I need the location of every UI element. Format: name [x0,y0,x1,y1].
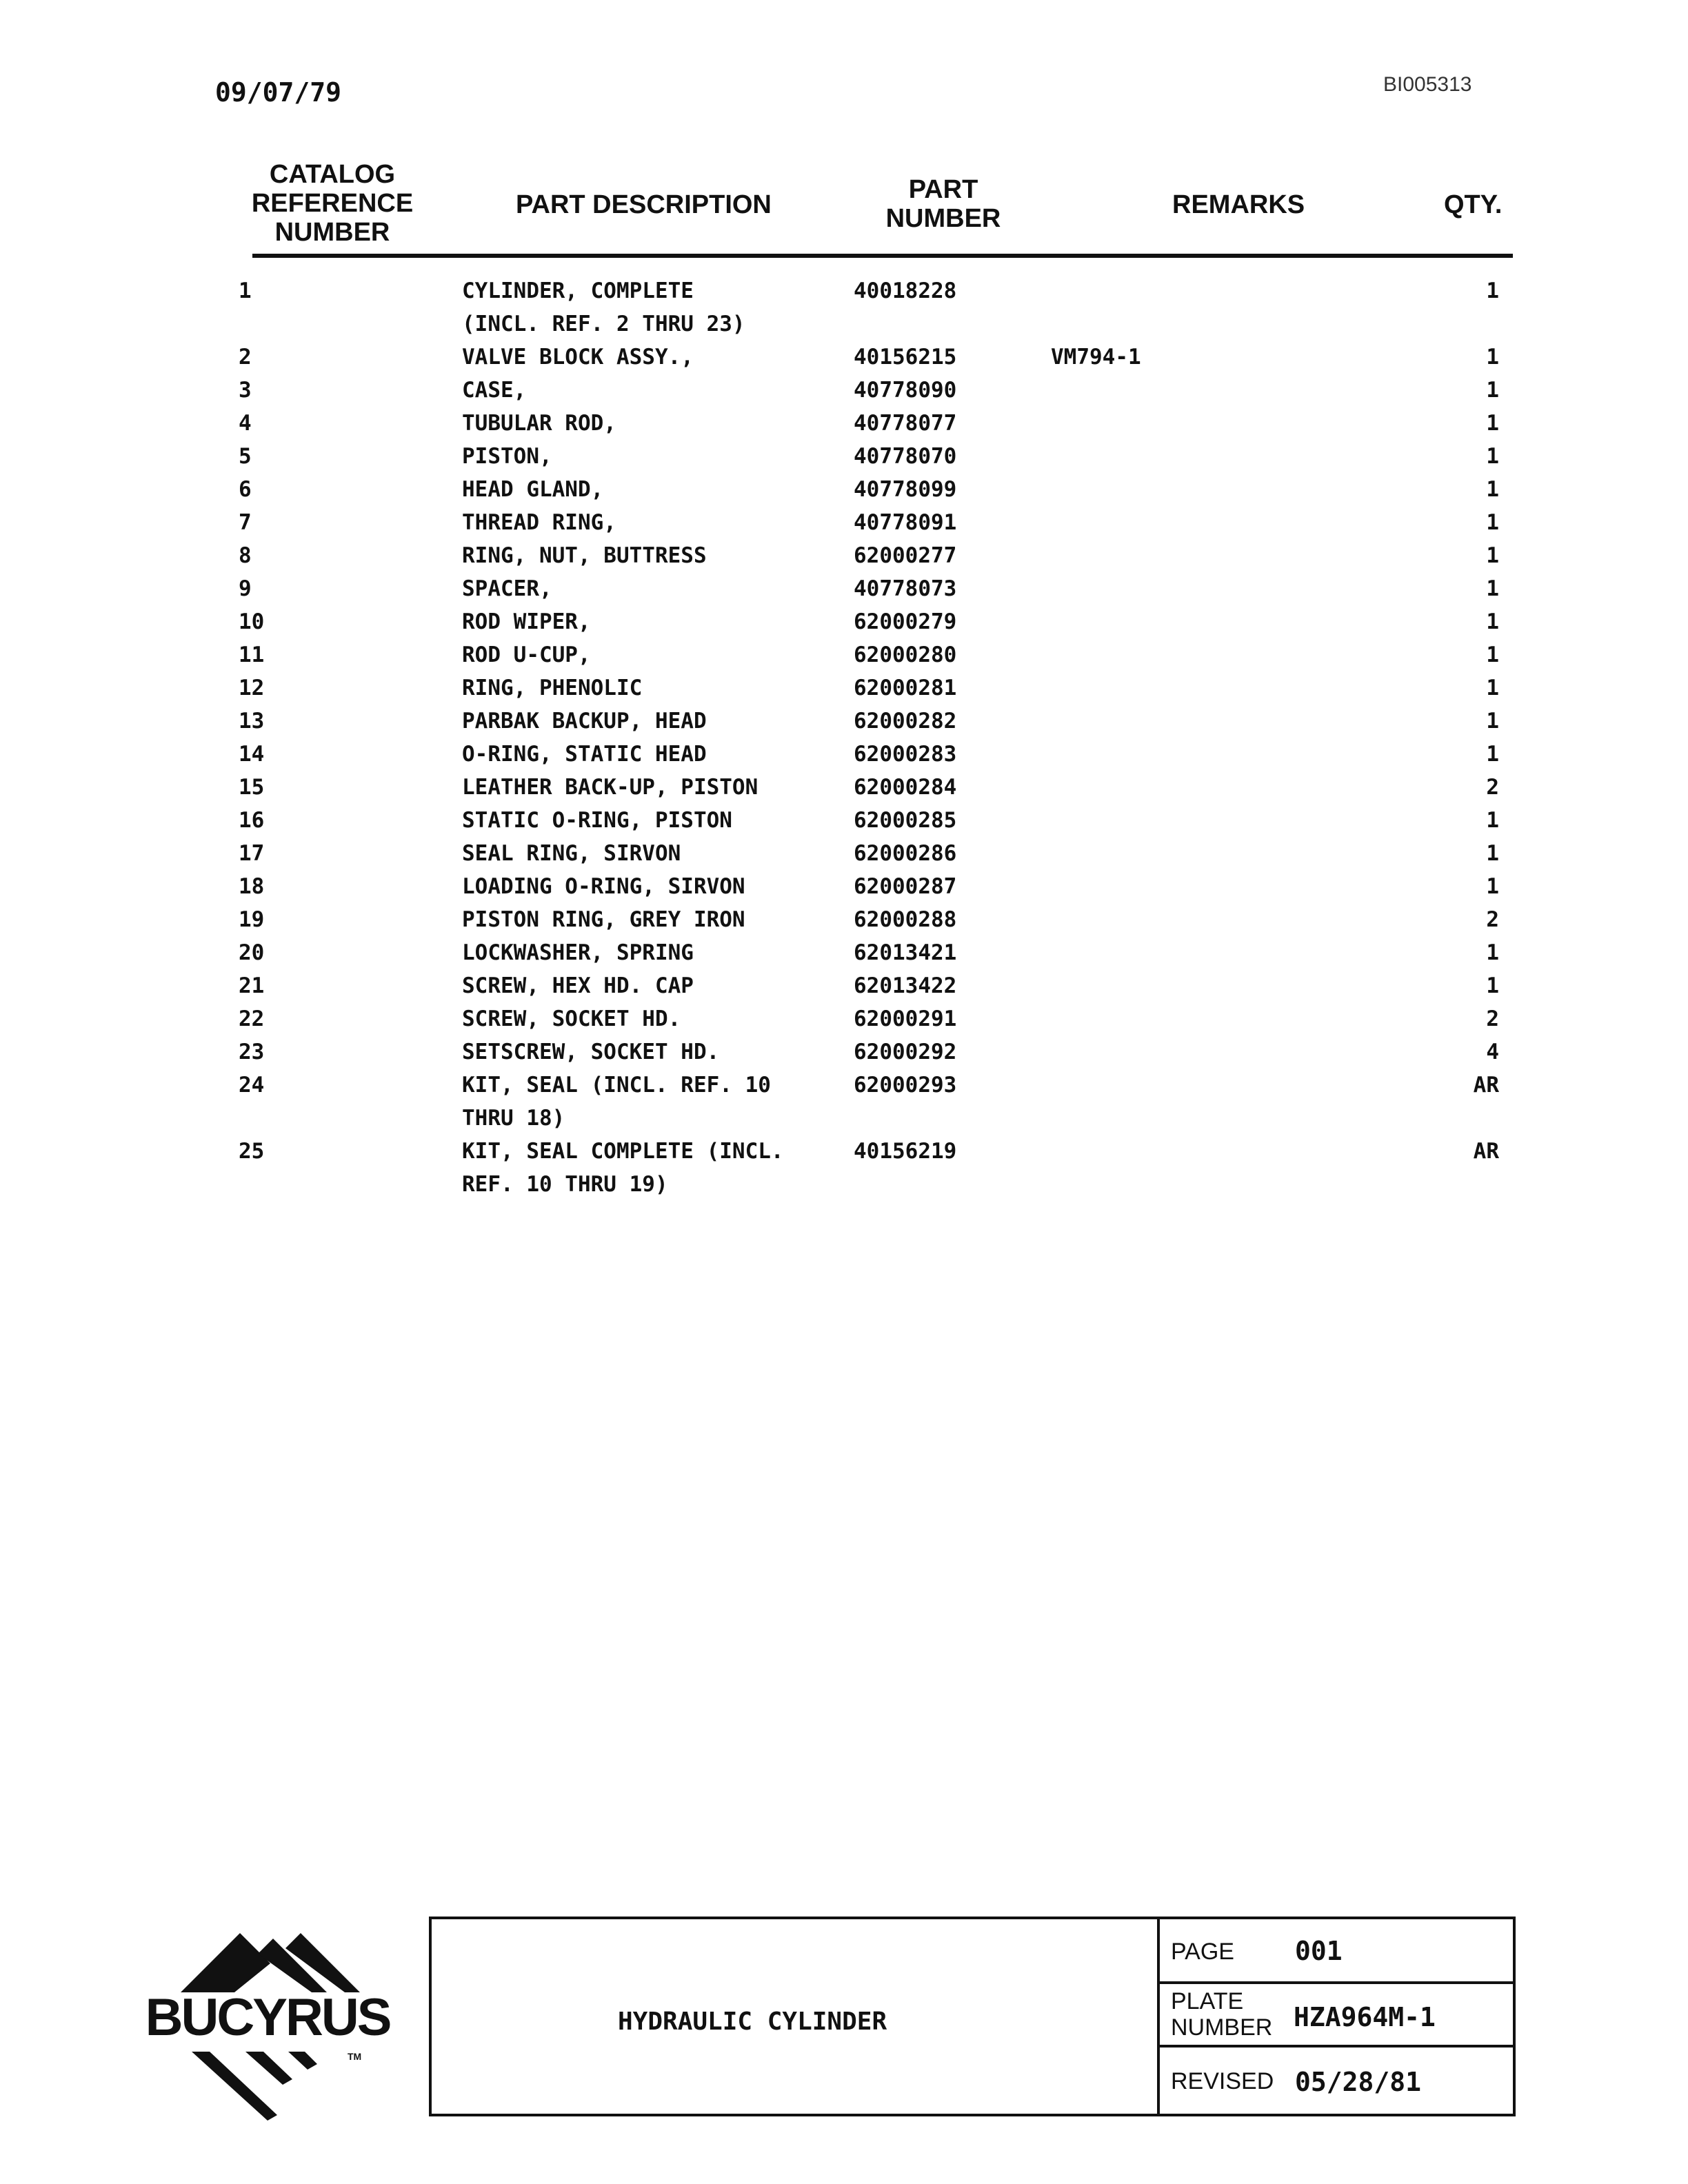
description-cell: ROD U-CUP, [462,643,591,667]
description-cell: RING, NUT, BUTTRESS [462,543,707,568]
table-row [0,477,1688,510]
ref-cell: 7 [239,510,252,535]
ref-cell: 5 [239,444,252,469]
ref-cell: 11 [239,643,265,667]
page-number: 001 [1295,1936,1343,1966]
description-cell: KIT, SEAL COMPLETE (INCL. [462,1139,784,1164]
print-date: 09/07/79 [215,77,342,108]
description-cell: SPACER, [462,576,552,601]
description-cell: HEAD GLAND, [462,477,604,502]
description-cell: LOADING O-RING, SIRVON [462,874,745,899]
part-number-cell: 40156219 [854,1139,957,1164]
ref-cell: 2 [239,345,252,370]
info-rule-1 [1157,1981,1516,1984]
description-cell: REF. 10 THRU 19) [462,1172,668,1197]
table-row [0,510,1688,543]
table-row [0,609,1688,643]
qty-cell: 1 [1486,808,1499,833]
table-row [0,1040,1688,1073]
table-row [0,576,1688,609]
drawing-title: HYDRAULIC CYLINDER [618,2008,887,2036]
page-label: PAGE [1171,1939,1234,1965]
description-cell: RING, PHENOLIC [462,676,643,700]
part-number-cell: 62000285 [854,808,957,833]
description-cell: (INCL. REF. 2 THRU 23) [462,312,745,336]
part-number-cell: 40778073 [854,576,957,601]
part-number-cell: 62000277 [854,543,957,568]
ref-cell: 25 [239,1139,265,1164]
ref-cell: 20 [239,940,265,965]
ref-cell: 12 [239,676,265,700]
ref-cell: 6 [239,477,252,502]
description-cell: O-RING, STATIC HEAD [462,742,707,767]
ref-cell: 18 [239,874,265,899]
qty-cell: 1 [1486,841,1499,866]
ref-cell: 15 [239,775,265,800]
table-row [0,874,1688,907]
logo-upper-mark-icon [181,1933,360,1992]
ref-cell: 13 [239,709,265,734]
plate-label-line2: NUMBER [1171,2014,1273,2041]
revised-date: 05/28/81 [1295,2067,1422,2097]
header-rule [252,254,1513,258]
qty-cell: 1 [1486,510,1499,535]
table-row [0,676,1688,709]
part-number-cell: 62000284 [854,775,957,800]
table-row [0,1073,1688,1106]
ref-cell: 21 [239,973,265,998]
part-number-cell: 62000291 [854,1007,957,1031]
qty-cell: 1 [1486,874,1499,899]
table-row [0,742,1688,775]
part-number-cell: 62000288 [854,907,957,932]
ref-cell: 19 [239,907,265,932]
table-row [0,643,1688,676]
qty-cell: AR [1473,1073,1499,1098]
ref-cell: 16 [239,808,265,833]
table-row [0,345,1688,378]
column-header-part-description: PART DESCRIPTION [516,190,772,219]
description-cell: VALVE BLOCK ASSY., [462,345,694,370]
description-cell: PISTON RING, GREY IRON [462,907,745,932]
description-cell: PISTON, [462,444,552,469]
column-header-ref-line1: CATALOG [269,160,396,189]
table-row [0,1172,1688,1205]
plate-label-line1: PLATE [1171,1988,1244,2014]
part-number-cell: 40156215 [854,345,957,370]
ref-cell: 23 [239,1040,265,1064]
table-row [0,907,1688,940]
table-row [0,1139,1688,1172]
remarks-cell: VM794-1 [1051,345,1141,370]
ref-cell: 22 [239,1007,265,1031]
qty-cell: 1 [1486,411,1499,436]
part-number-cell: 40778070 [854,444,957,469]
description-cell: STATIC O-RING, PISTON [462,808,732,833]
qty-cell: 1 [1486,345,1499,370]
part-number-cell: 62013421 [854,940,957,965]
column-header-part-line2: NUMBER [885,204,1001,233]
description-cell: KIT, SEAL (INCL. REF. 10 [462,1073,771,1098]
part-number-cell: 62000281 [854,676,957,700]
table-row [0,378,1688,411]
parts-list [0,279,1688,1205]
part-number-cell: 62000292 [854,1040,957,1064]
qty-cell: 1 [1486,279,1499,303]
column-header-ref-line2: REFERENCE [251,189,414,218]
description-cell: SEAL RING, SIRVON [462,841,681,866]
part-number-cell: 62000287 [854,874,957,899]
plate-number-label [1171,1988,1272,2041]
table-row [0,279,1688,312]
column-header-qty: QTY. [1444,190,1503,219]
part-number-cell: 40778091 [854,510,957,535]
part-number-cell: 62000283 [854,742,957,767]
qty-cell: 1 [1486,973,1499,998]
qty-cell: 1 [1486,643,1499,667]
qty-cell: 1 [1486,676,1499,700]
logo-trademark: TM [348,2051,362,2062]
qty-cell: 4 [1486,1040,1499,1064]
bucyrus-logo [123,1923,412,2123]
qty-cell: 1 [1486,477,1499,502]
qty-cell: 1 [1486,709,1499,734]
part-number-cell: 62000279 [854,609,957,634]
column-header-ref-line3: NUMBER [274,218,390,247]
table-row [0,709,1688,742]
table-row [0,940,1688,973]
column-header-remarks: REMARKS [1172,190,1305,219]
qty-cell: 1 [1486,543,1499,568]
ref-cell: 4 [239,411,252,436]
revised-label: REVISED [1171,2068,1274,2094]
logo-lower-mark-icon [192,2052,317,2121]
info-divider [1157,1917,1160,2116]
part-number-cell: 40018228 [854,279,957,303]
table-row [0,808,1688,841]
column-header-part-line1: PART [908,175,978,204]
ref-cell: 10 [239,609,265,634]
description-cell: THREAD RING, [462,510,616,535]
table-row [0,1106,1688,1139]
ref-cell: 3 [239,378,252,403]
table-row [0,543,1688,576]
description-cell: LEATHER BACK-UP, PISTON [462,775,758,800]
part-number-cell: 40778077 [854,411,957,436]
column-header-part-number [874,175,1012,233]
part-number-cell: 40778099 [854,477,957,502]
qty-cell: 1 [1486,940,1499,965]
table-row [0,973,1688,1007]
description-cell: LOCKWASHER, SPRING [462,940,694,965]
table-row [0,841,1688,874]
description-cell: THRU 18) [462,1106,565,1131]
table-row [0,411,1688,444]
description-cell: SCREW, HEX HD. CAP [462,973,694,998]
qty-cell: AR [1473,1139,1499,1164]
description-cell: CYLINDER, COMPLETE [462,279,694,303]
part-number-cell: 62000282 [854,709,957,734]
qty-cell: 1 [1486,576,1499,601]
qty-cell: 1 [1486,444,1499,469]
plate-number: HZA964M-1 [1294,2002,1436,2032]
qty-cell: 2 [1486,775,1499,800]
table-row [0,312,1688,345]
description-cell: PARBAK BACKUP, HEAD [462,709,707,734]
qty-cell: 2 [1486,1007,1499,1031]
ref-cell: 17 [239,841,265,866]
part-number-cell: 62013422 [854,973,957,998]
column-header-catalog-reference [250,160,415,247]
part-number-cell: 40778090 [854,378,957,403]
part-number-cell: 62000286 [854,841,957,866]
table-row [0,775,1688,808]
part-number-cell: 62000293 [854,1073,957,1098]
description-cell: TUBULAR ROD, [462,411,616,436]
ref-cell: 24 [239,1073,265,1098]
table-row [0,444,1688,477]
ref-cell: 14 [239,742,265,767]
ref-cell: 8 [239,543,252,568]
description-cell: CASE, [462,378,527,403]
description-cell: ROD WIPER, [462,609,591,634]
description-cell: SCREW, SOCKET HD. [462,1007,681,1031]
qty-cell: 2 [1486,907,1499,932]
qty-cell: 1 [1486,609,1499,634]
ref-cell: 1 [239,279,252,303]
qty-cell: 1 [1486,378,1499,403]
qty-cell: 1 [1486,742,1499,767]
logo-text: BUCYRUS [145,1988,390,2047]
info-rule-2 [1157,2045,1516,2048]
ref-cell: 9 [239,576,252,601]
document-id: BI005313 [1383,73,1472,96]
part-number-cell: 62000280 [854,643,957,667]
description-cell: SETSCREW, SOCKET HD. [462,1040,720,1064]
table-row [0,1007,1688,1040]
